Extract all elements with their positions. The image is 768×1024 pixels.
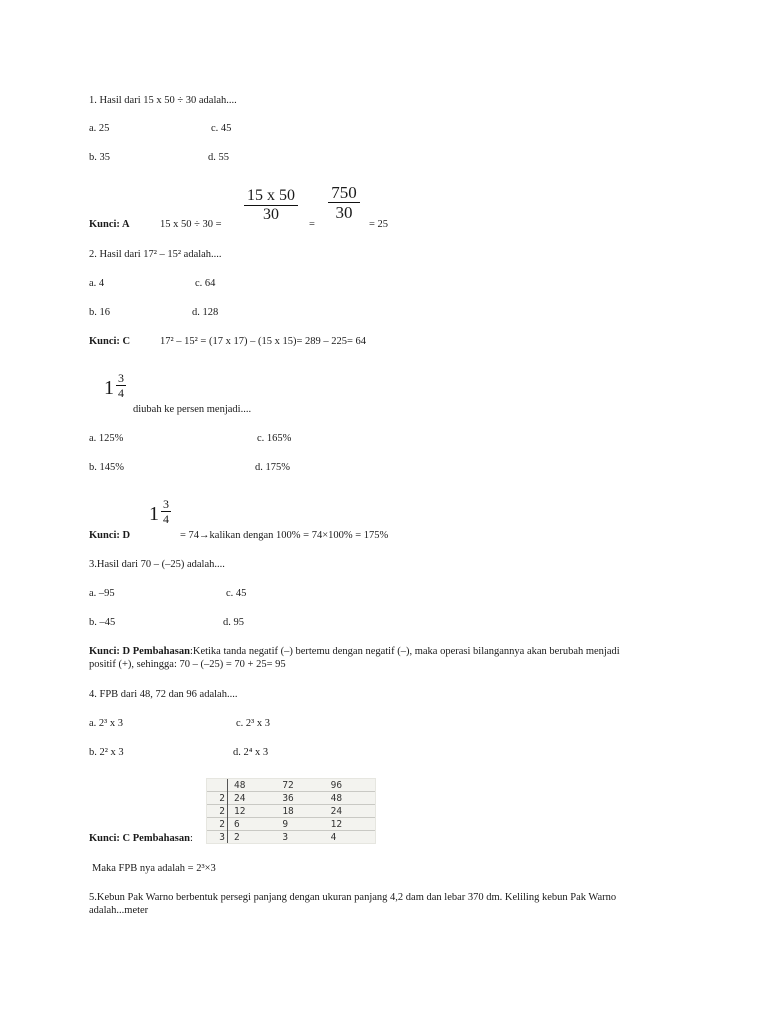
- q2-option-b: b. 16: [89, 307, 110, 318]
- q1-fraction-2: [328, 183, 360, 222]
- fpb-table-row: [207, 831, 375, 844]
- q1-fraction-2-numerator: 750: [331, 183, 357, 202]
- mixed-number-fraction: [116, 372, 126, 399]
- q4-question: 4. FPB dari 48, 72 dan 96 adalah....: [89, 689, 238, 700]
- q3-option-a: a. –95: [89, 588, 115, 599]
- fpb-divisor-cell: [207, 779, 228, 792]
- mixed-number-whole: 1: [149, 503, 159, 525]
- q4-key-colon: :: [189, 833, 193, 844]
- q2-question: 2. Hasil dari 17² – 15² adalah....: [89, 249, 222, 260]
- fpb-value-cell: 2: [230, 831, 278, 844]
- fpb-value-cell: 12: [327, 818, 375, 831]
- q3-question: 3.Hasil dari 70 – (–25) adalah....: [89, 559, 225, 570]
- mixed-number-fraction: [161, 498, 171, 525]
- fpb-value-cell: 24: [327, 805, 375, 818]
- fpb-value-cell: 12: [230, 805, 278, 818]
- q2-option-a: a. 4: [89, 278, 105, 289]
- mixed-number-denominator: 4: [163, 512, 169, 526]
- mixed-option-c: c. 165%: [257, 433, 292, 444]
- q2-option-c: c. 64: [195, 278, 216, 289]
- mixed-number-denominator: 4: [118, 386, 124, 400]
- q1-question: 1. Hasil dari 15 x 50 ÷ 30 adalah....: [89, 95, 237, 106]
- fpb-divisor-cell: 2: [207, 792, 228, 805]
- fpb-value-cell: 3: [278, 831, 326, 844]
- fpb-table-row: [207, 818, 375, 831]
- q4-conclusion: Maka FPB nya adalah = 2³×3: [92, 863, 216, 874]
- q2-key: Kunci: C: [89, 336, 131, 347]
- fpb-value-cell: 9: [278, 818, 326, 831]
- mixed-number: [104, 372, 130, 404]
- q1-expression: 15 x 50 ÷ 30 =: [160, 219, 222, 230]
- q1-key: Kunci: A: [89, 219, 130, 230]
- q5-question-line-2: adalah...meter: [89, 905, 149, 916]
- q1-option-b: b. 35: [89, 152, 110, 163]
- q4-option-d: d. 2⁴ x 3: [233, 747, 269, 758]
- q4-option-b: b. 2² x 3: [89, 747, 124, 758]
- fpb-table-row: [207, 779, 375, 792]
- fpb-value-cell: 18: [278, 805, 326, 818]
- mixed-number-whole: 1: [104, 377, 114, 399]
- fpb-division-table: [206, 778, 376, 844]
- q3-option-c: c. 45: [226, 588, 247, 599]
- q3-key: Kunci: D Pembahasan: [89, 646, 190, 657]
- mixed-option-d: d. 175%: [255, 462, 290, 473]
- mixed-number-solution: [149, 498, 175, 530]
- fpb-value-cell: 48: [234, 779, 246, 791]
- q2-solution: 17² – 15² = (17 x 17) – (15 x 15)= 289 – 225= 64: [160, 336, 367, 347]
- q3-explanation-line-2: positif (+), sehingga: 70 – (–25) = 70 + 25= 95: [89, 659, 286, 670]
- fpb-value-cell: 4: [327, 831, 375, 844]
- q1-result: = 25: [369, 219, 389, 230]
- fpb-value-cell: 96: [330, 779, 343, 791]
- mixed-key: Kunci: D: [89, 530, 131, 541]
- q4-key: Kunci: C Pembahasan: [89, 833, 190, 844]
- q1-fraction-1-numerator: 15 x 50: [247, 187, 295, 204]
- q4-option-a: a. 2³ x 3: [89, 718, 124, 729]
- q3-option-d: d. 95: [223, 617, 244, 628]
- fpb-table-row: [207, 805, 375, 818]
- q1-option-c: c. 45: [211, 123, 232, 134]
- q4-option-c: c. 2³ x 3: [236, 718, 271, 729]
- mixed-question-text: diubah ke persen menjadi....: [133, 404, 252, 415]
- q3-option-b: b. –45: [89, 617, 116, 628]
- q1-fraction-2-denominator: 30: [335, 203, 353, 222]
- mixed-solution: = 74→kalikan dengan 100% = 74×100% = 175%: [180, 530, 389, 541]
- fpb-divisor-cell: 3: [207, 831, 228, 844]
- q3-explanation-line-1: [89, 645, 620, 658]
- q1-fraction-1-denominator: 30: [263, 206, 279, 223]
- q1-option-d: d. 55: [208, 152, 229, 163]
- fpb-value-cell: 6: [230, 818, 278, 831]
- mixed-option-b: b. 145%: [89, 462, 124, 473]
- q4-key-line: [89, 832, 193, 845]
- mixed-option-a: a. 125%: [89, 433, 124, 444]
- mixed-number-numerator: 3: [118, 371, 124, 385]
- fpb-divisor-cell: 2: [207, 818, 228, 831]
- q1-fraction-1: [244, 187, 298, 224]
- fpb-table-row: [207, 792, 375, 805]
- fpb-value-cell: 72: [282, 779, 294, 791]
- fpb-value-cell: 24: [230, 792, 278, 805]
- q5-question-line-1: 5.Kebun Pak Warno berbentuk persegi panjang dengan ukuran panjang 4,2 dam dan lebar 370 dm. Keliling kebun Pak Warno: [89, 892, 617, 903]
- fpb-value-cell: 48: [327, 792, 375, 805]
- fpb-value-cell: 36: [278, 792, 326, 805]
- q2-option-d: d. 128: [192, 307, 219, 318]
- q1-option-a: a. 25: [89, 123, 110, 134]
- mixed-number-numerator: 3: [163, 497, 169, 511]
- q3-explanation-text: :Ketika tanda negatif (–) bertemu dengan negatif (–), maka operasi bilangannya akan berubah menjadi: [189, 646, 620, 657]
- q1-equals: =: [309, 219, 315, 230]
- fpb-divisor-cell: 2: [207, 805, 228, 818]
